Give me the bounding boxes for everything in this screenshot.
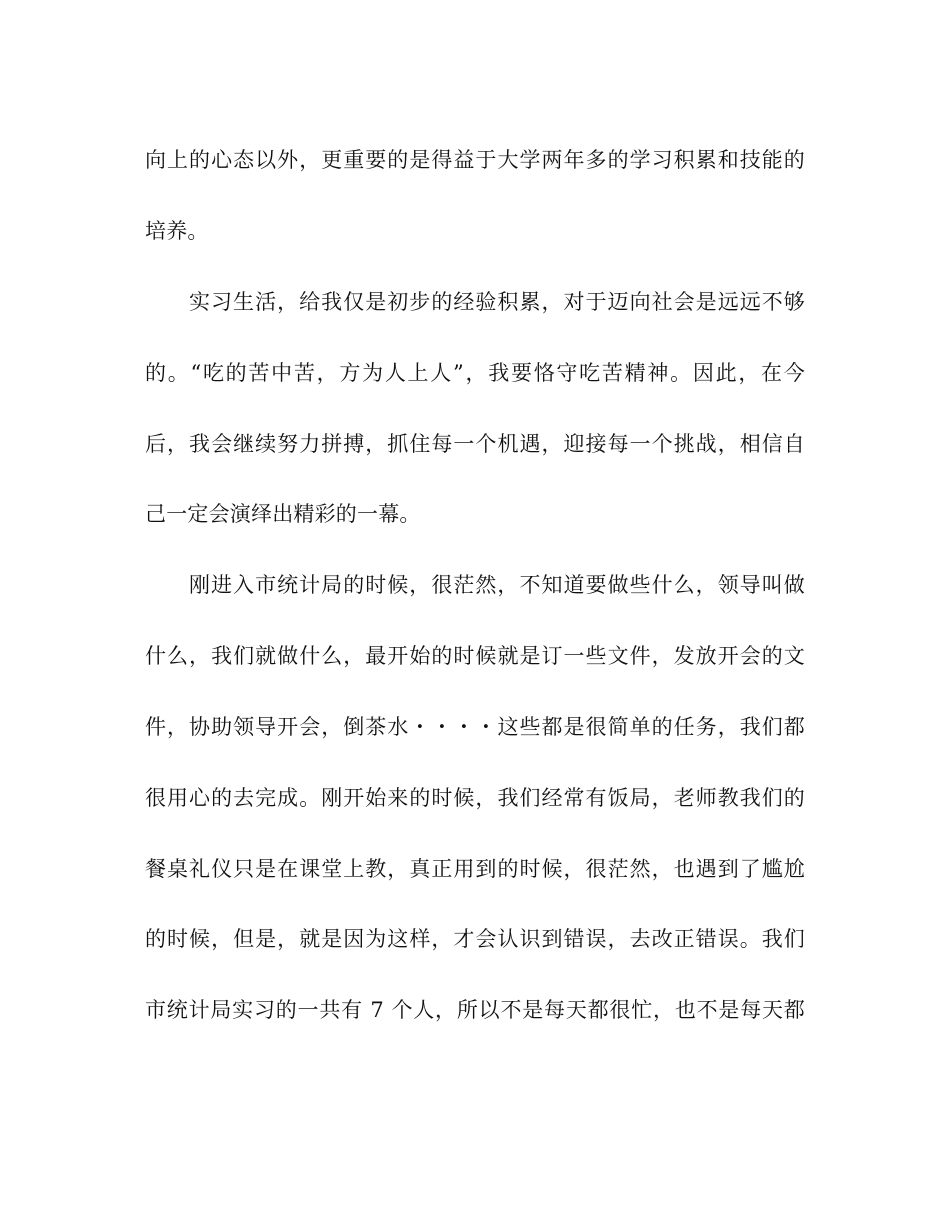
text-line: 向上的心态以外，更重要的是得益于大学两年多的学习积累和技能的	[145, 148, 805, 172]
paragraph-first-line: 实习生活，给我仅是初步的经验积累，对于迈向社会是远远不够	[189, 290, 805, 314]
text-line: 什么，我们就做什么，最开始的时候就是订一些文件，发放开会的文	[145, 644, 805, 668]
text-line: 己一定会演绎出精彩的一幕。	[145, 502, 421, 526]
paragraph-first-line: 刚进入市统计局的时候，很茫然，不知道要做些什么，领导叫做	[189, 573, 805, 597]
text-line: 培养。	[145, 219, 209, 243]
text-line: 市统计局实习的一共有 7 个人，所以不是每天都很忙，也不是每天都	[145, 998, 805, 1022]
text-line: 很用心的去完成。刚开始来的时候，我们经常有饭局，老师教我们的	[145, 786, 805, 810]
text-line: 后，我会继续努力拼搏，抓住每一个机遇，迎接每一个挑战，相信自	[145, 432, 805, 456]
text-line: 件，协助领导开会，倒茶水・・・・这些都是很简单的任务，我们都	[145, 715, 805, 739]
text-line: 的。“吃的苦中苦，方为人上人”，我要恪守吃苦精神。因此，在今	[145, 361, 805, 385]
text-line: 的时候，但是，就是因为这样，才会认识到错误，去改正错误。我们	[145, 927, 805, 951]
text-line: 餐桌礼仪只是在课堂上教，真正用到的时候，很茫然，也遇到了尴尬	[145, 857, 805, 881]
